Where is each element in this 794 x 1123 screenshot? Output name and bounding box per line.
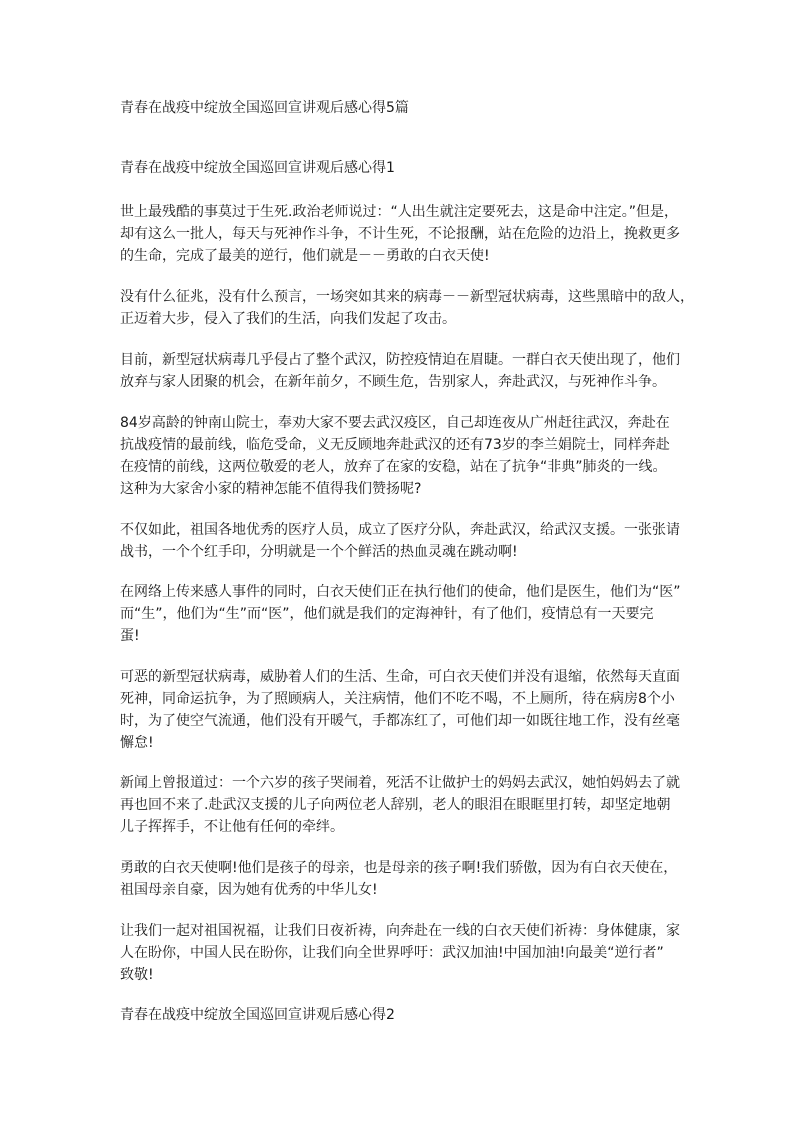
paragraph-line: 在网络上传来感人事件的同时，白衣天使们正在执行他们的使命，他们是医生，他们为“医” <box>120 584 681 600</box>
paragraph-line: 致敬! <box>120 967 154 983</box>
paragraph-line: 祖国母亲自豪，因为她有优秀的中华儿女! <box>120 882 378 898</box>
paragraph-line: 这种为大家舍小家的精神怎能不值得我们赞扬呢? <box>120 481 422 497</box>
paragraph-line: 再也回不来了.赴武汉支援的儿子向两位老人辞别，老人的眼泪在眼眶里打转，却坚定地朝 <box>120 797 671 813</box>
paragraph-line: 没有什么征兆，没有什么预言，一场突如其来的病毒－－新型冠状病毒，这些黑暗中的敌人， <box>120 289 694 305</box>
paragraph-line: 而“生”，他们为“生”而“医”，他们就是我们的定海神针，有了他们，疫情总有一天要完 <box>120 606 654 622</box>
paragraph-line: 可恶的新型冠状病毒，威胁着人们的生活、生命，可白衣天使们并没有退缩，依然每天直面 <box>120 669 680 685</box>
section-heading: 青春在战疫中绽放全国巡回宣讲观后感心得1 <box>120 160 395 176</box>
paragraph-line: 死神，同命运抗争，为了照顾病人，关注病情，他们不吃不喝，不上厕所，待在病房8个小 <box>120 691 675 707</box>
paragraph-line: 让我们一起对祖国祝福，让我们日夜祈祷，向奔赴在一线的白衣天使们祈祷：身体健康，家 <box>120 923 680 939</box>
paragraph-line: 目前，新型冠状病毒几乎侵占了整个武汉，防控疫情迫在眉睫。一群白衣天使出现了，他们 <box>120 352 680 368</box>
paragraph-line: 的生命，完成了最美的逆行，他们就是－－勇敢的白衣天使! <box>120 248 490 264</box>
paragraph-line: 蛋! <box>120 628 140 644</box>
paragraph-line: 正迈着大步，侵入了我们的生活，向我们发起了攻击。 <box>120 311 456 327</box>
paragraph-line: 抗战疫情的最前线，临危受命，义无反顾地奔赴武汉的还有73岁的李兰娟院士，同样奔赴 <box>120 437 670 453</box>
paragraph-line: 懈怠! <box>120 735 154 751</box>
paragraph-line: 儿子挥挥手，不让他有任何的牵绊。 <box>120 819 344 835</box>
paragraph-line: 勇敢的白衣天使啊!他们是孩子的母亲，也是母亲的孩子啊!我们骄傲，因为有白衣天使在， <box>120 860 678 876</box>
paragraph-line: 不仅如此，祖国各地优秀的医疗人员，成立了医疗分队，奔赴武汉，给武汉支援。一张张请 <box>120 522 680 538</box>
paragraph-line: 人在盼你，中国人民在盼你，让我们向全世界呼吁：武汉加油!中国加油!向最美“逆行者” <box>120 945 664 961</box>
paragraph-line: 战书，一个个红手印，分明就是一个个鲜活的热血灵魂在跳动啊! <box>120 544 518 560</box>
document-title: 青春在战疫中绽放全国巡回宣讲观后感心得5篇 <box>120 100 409 116</box>
paragraph-line: 在疫情的前线，这两位敬爱的老人，放弃了在家的安稳，站在了抗争“非典”肺炎的一线。 <box>120 459 667 475</box>
paragraph-line: 时，为了使空气流通，他们没有开暖气，手都冻红了，可他们却一如既往地工作，没有丝毫 <box>120 713 680 729</box>
paragraph-line: 84岁高龄的钟南山院士，奉劝大家不要去武汉疫区，自己却连夜从广州赶往武汉，奔赴在 <box>120 415 670 431</box>
paragraph-line: 世上最残酷的事莫过于生死.政治老师说过：“人出生就注定要死去，这是命中注定。”但是， <box>120 204 678 220</box>
paragraph-line: 放弃与家人团聚的机会，在新年前夕，不顾生危，告别家人，奔赴武汉，与死神作斗争。 <box>120 374 666 390</box>
section-heading: 青春在战疫中绽放全国巡回宣讲观后感心得2 <box>120 1007 395 1023</box>
paragraph-line: 新闻上曾报道过：一个六岁的孩子哭闹着，死活不让做护士的妈妈去武汉，她怕妈妈去了就 <box>120 775 680 791</box>
paragraph-line: 却有这么一批人，每天与死神作斗争，不计生死，不论报酬，站在危险的边沿上，挽救更多 <box>120 226 680 242</box>
